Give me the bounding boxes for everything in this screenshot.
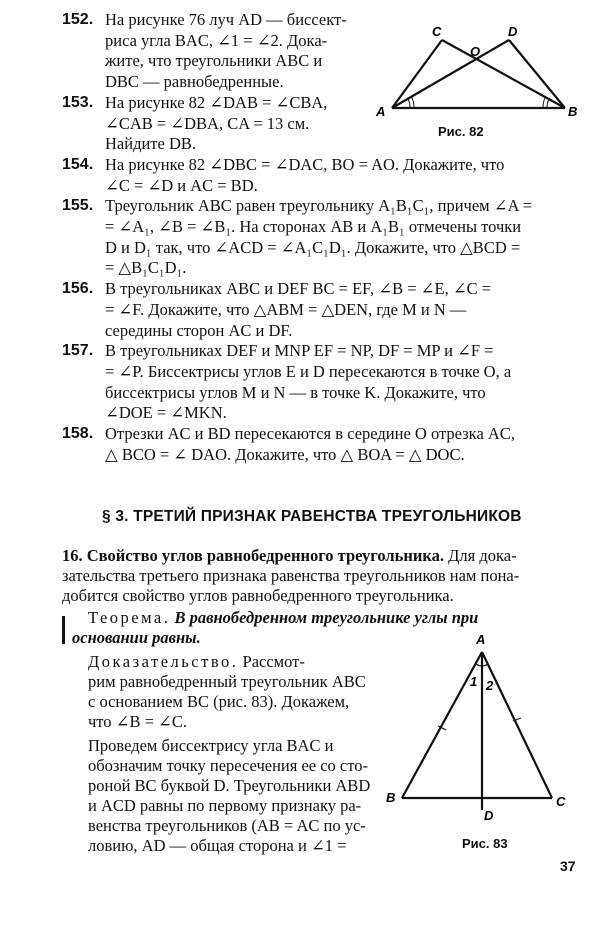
theorem-statement: В равнобедренном треугольнике углы при [170, 608, 479, 627]
fig83-label-a: A [476, 632, 486, 647]
problem-line: DBC — равнобедренные. [105, 72, 284, 92]
problem-number: 157. [62, 342, 94, 360]
theorem-line-2: основании равны. [72, 628, 201, 647]
problem-line: = ∠P. Биссектрисы углов E и D пересекаются в точке O, а [105, 361, 512, 381]
problem-line: Отрезки AC и BD пересекаются в середине O отрезка AC, [105, 424, 515, 443]
problem-line: △ BCO = ∠ DAO. Докажите, что △ BOA = △ DOC. [105, 444, 465, 464]
problem-line: биссектрисы углов M и N — в точке K. Докажите, что [105, 382, 486, 402]
problem-line: На рисунке 82 ∠DAB = ∠CBA, [105, 92, 328, 112]
subsection-line: добится свойство углов равнобедренного треугольника. [62, 586, 454, 605]
problem-number: 153. [62, 93, 94, 111]
subsection-title: 16. Свойство углов равнобедренного треугольника. [62, 546, 445, 565]
proof2-line: венства треугольников (AB = AC по ус- [88, 816, 366, 835]
proof2-line: ловию, AD — общая сторона и ∠1 = [88, 836, 347, 855]
fig82-segment-ad [392, 40, 509, 108]
fig82-segment-bd [509, 40, 565, 108]
proof-line: что ∠B = ∠C. [88, 712, 188, 731]
section-heading: § 3. ТРЕТИЙ ПРИЗНАК РАВЕНСТВА ТРЕУГОЛЬНИКОВ [102, 508, 522, 525]
fig83-angle-1: 1 [470, 674, 478, 689]
fig82-label-d: D [508, 24, 518, 39]
theorem-bar [62, 616, 65, 644]
problem-number: 152. [62, 11, 94, 28]
proof-label: Доказательство. [88, 652, 239, 671]
page-number: 37 [560, 858, 576, 874]
fig83-label-d: D [484, 808, 494, 823]
problem-line: На рисунке 82 ∠DBC = ∠DAC, BO = AO. Докажите, что [105, 154, 505, 174]
problem-line: жите, что треугольники ABC и [105, 51, 323, 71]
fig83-angle-2: 2 [486, 678, 494, 693]
problem-line: риса угла BAC, ∠1 = ∠2. Дока- [105, 30, 328, 50]
theorem-label: Теорема. [88, 608, 171, 627]
problem-line: = ∠F. Докажите, что △ABM = △DEN, где M и N — [105, 299, 467, 319]
figure-82 [372, 20, 587, 125]
problem-line: D и D₁ так, что ∠ACD = ∠A₁C₁D₁. Докажите, что △BCD = [105, 237, 521, 257]
theorem-line-1 [88, 608, 478, 628]
fig83-label-c: C [556, 794, 566, 809]
proof2-line: Проведем биссектрису угла BAC и [88, 736, 334, 755]
figure-82-caption: Рис. 82 [438, 124, 484, 139]
proof-line-1: Доказательство. Рассмот- [88, 652, 305, 671]
figure-83 [380, 630, 580, 830]
proof-line: с основанием BC (рис. 83). Докажем, [88, 692, 350, 711]
problem-line: ∠DOE = ∠MKN. [105, 403, 227, 423]
problem-line: = △B₁C₁D₁. [105, 258, 187, 278]
problem-number: 156. [62, 280, 94, 298]
fig82-segment-ac [392, 40, 442, 108]
fig82-label-b: B [568, 104, 578, 119]
fig82-label-c: C [432, 24, 442, 39]
problem-number: 158. [62, 425, 94, 442]
problem-line: На рисунке 76 луч AD — биссект- [105, 10, 347, 29]
proof2-line: обозначим точку пересечения ее со сто- [88, 756, 368, 775]
figure-83-caption: Рис. 83 [462, 836, 508, 851]
fig83-side-ac [482, 652, 552, 798]
problem-line: ∠CAB = ∠DBA, CA = 13 см. [105, 113, 310, 133]
problem-line: ∠C = ∠D и AC = BD. [105, 175, 258, 195]
problem-number: 155. [62, 197, 94, 215]
problem-line: Треугольник ABC равен треугольнику A₁B₁C₁, причем ∠A = [105, 196, 532, 216]
problem-line: В треугольниках ABC и DEF BC = EF, ∠B = ∠E, ∠C = [105, 279, 492, 299]
fig82-label-o: O [470, 44, 481, 59]
problem-line: = ∠A₁, ∠B = ∠B₁. На сторонах AB и A₁B₁ отмечены точки [105, 217, 522, 236]
subsection-line: зательства третьего признака равенства треугольников нам пона- [62, 566, 520, 585]
problem-number: 154. [62, 155, 94, 173]
problem-line: В треугольниках DEF и MNP EF = NP, DF = MP и ∠F = [105, 341, 494, 361]
fig82-segment-bc [442, 40, 565, 108]
fig83-label-b: B [386, 790, 396, 805]
problem-line: середины сторон AC и DF. [105, 320, 293, 340]
proof2-line: и ACD равны по первому признаку ра- [88, 796, 362, 815]
fig82-label-a: A [376, 104, 386, 119]
subsection-first-line: 16. Свойство углов равнобедренного треугольника. Для дока- [62, 546, 517, 565]
proof-line: рим равнобедренный треугольник ABC [88, 672, 366, 691]
problem-line: Найдите DB. [105, 134, 196, 154]
proof2-line: роной BC буквой D. Треугольники ABD [88, 776, 371, 795]
